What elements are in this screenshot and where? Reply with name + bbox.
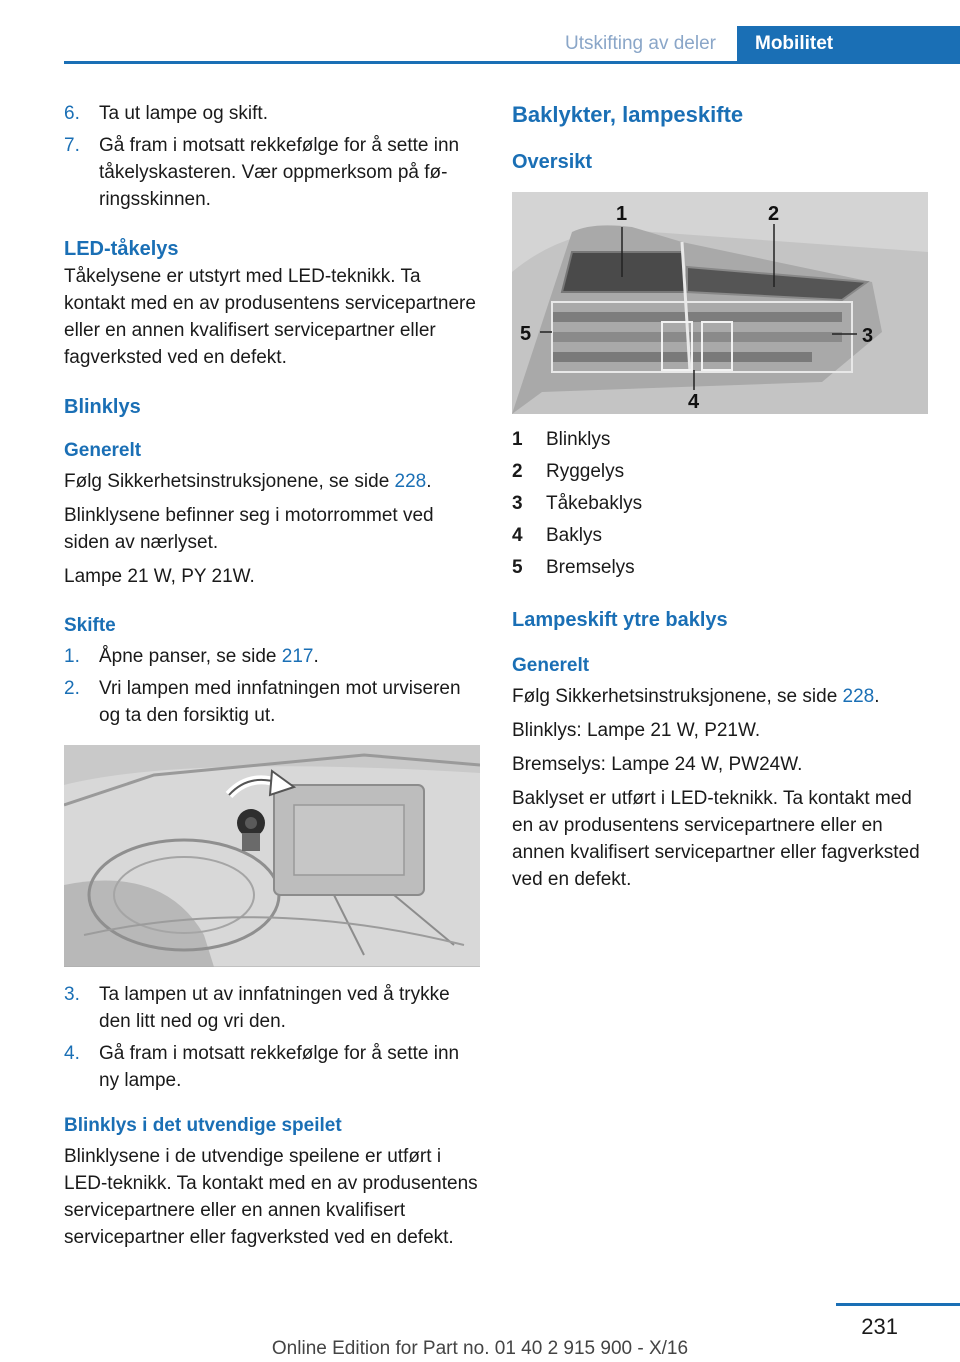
led-paragraph: Tåkelysene er utstyrt med LED-teknikk. Ta kontakt med en av produsentens servicepartnere eller en annen kvalifisert servicepartner eller fagverksted ved en defekt. (64, 266, 476, 368)
safety-text-end: . (874, 686, 880, 707)
safety-text: Følg Sikkerhetsinstruksjonene, se side (512, 686, 843, 707)
step-text-pre: Åpne panser, se side (99, 646, 282, 667)
callout-5: 5 (520, 323, 532, 345)
legend-label: Baklys (546, 525, 602, 546)
bremselys-lamp-paragraph: Bremselys: Lampe 24 W, PW24W. (512, 754, 803, 775)
step-number: 3. (64, 984, 80, 1005)
callout-4: 4 (688, 391, 700, 413)
step-number: 4. (64, 1043, 80, 1064)
safety-paragraph (512, 683, 928, 710)
page-number: 231 (861, 1314, 898, 1339)
step-text: Vri lampen med innfatningen mot urviseren og ta den forsiktig ut. (99, 678, 461, 726)
step-text: Ta lampen ut av innfatningen ved å trykke den litt ned og vri den. (99, 984, 450, 1032)
heading-blinklys: Blinklys (64, 396, 141, 418)
heading-speil-blinklys: Blinklys i det utvendige speilet (64, 1115, 342, 1136)
footer-rule (836, 1303, 960, 1306)
legend-label: Tåkebaklys (546, 493, 643, 514)
header-chapter-tab: Mobilitet (737, 26, 960, 61)
skifte-step-2 (64, 675, 480, 729)
legend-label: Blinklys (546, 429, 611, 450)
generelt-location-paragraph: Blinklysene befinner seg i motorrommet ved siden av nærlyset. (64, 505, 434, 553)
step-text: Gå fram i motsatt rekkefølge for å sette inn ny lampe. (99, 1043, 460, 1091)
skifte-step-3 (64, 981, 480, 1035)
heading-generelt: Generelt (64, 440, 142, 461)
step-number: 2. (64, 678, 80, 699)
step-text: Gå fram i motsatt rekkefølge for å sette inn tåkelyskasteren. Vær oppmerksom på føringsskinnen. (99, 135, 460, 210)
page-link-228[interactable]: 228 (394, 471, 427, 492)
callout-3: 3 (862, 325, 874, 347)
callout-2: 2 (768, 203, 780, 225)
legend-number: 1 (512, 429, 523, 450)
generelt-lamp-paragraph: Lampe 21 W, PY 21W. (64, 566, 255, 587)
heading-lampeskift-ytre-baklys: Lampeskift ytre baklys (512, 609, 728, 631)
legend-label: Bremselys (546, 557, 635, 578)
page-link-217[interactable]: 217 (281, 646, 314, 667)
step-number: 1. (64, 646, 80, 667)
legend-number: 4 (512, 525, 523, 546)
right-column (512, 100, 928, 900)
engine-bay-illustration (64, 745, 480, 967)
heading-skifte: Skifte (64, 615, 116, 636)
heading-generelt: Generelt (512, 655, 590, 676)
legend-item (512, 426, 928, 453)
step-text: Ta ut lampe og skift. (99, 103, 268, 124)
step-text (99, 643, 480, 670)
step-number: 7. (64, 135, 80, 156)
skifte-step-1 (64, 643, 480, 670)
heading-oversikt: Oversikt (512, 151, 593, 173)
blinklys-lamp-paragraph: Blinklys: Lampe 21 W, P21W. (512, 720, 761, 741)
heading-baklykter: Baklykter, lampeskifte (512, 102, 744, 127)
legend-item (512, 554, 928, 581)
step-text-post: . (313, 646, 319, 667)
header-section-title: Utskifting av deler (564, 33, 716, 54)
legend-item (512, 490, 928, 517)
page-link-228[interactable]: 228 (842, 686, 875, 707)
speil-paragraph: Blinklysene i de utvendige speilene er utført i LED-teknikk. Ta kontakt med en av produsentens servicepartnere eller en annen kvalifisert servicepartner eller fagverksted ved en defekt. (64, 1146, 478, 1248)
legend-number: 5 (512, 557, 523, 578)
legend-item (512, 458, 928, 485)
legend-number: 2 (512, 461, 523, 482)
legend-number: 3 (512, 493, 523, 514)
step-7 (64, 132, 480, 213)
safety-text-end: . (426, 471, 432, 492)
callout-1: 1 (616, 203, 628, 225)
skifte-step-4 (64, 1040, 480, 1094)
callout-legend (512, 426, 928, 581)
header-rule (64, 61, 960, 64)
generelt-safety-paragraph (64, 468, 480, 495)
heading-led-taakelys: LED-tåkelys (64, 238, 179, 260)
baklys-led-paragraph: Baklyset er utført i LED-teknikk. Ta kontakt med en av produsentens servicepartnere eller en annen kvalifisert servicepartner eller fagverksted ved en defekt. (512, 788, 920, 890)
legend-item (512, 522, 928, 549)
safety-text: Følg Sikkerhetsinstruksjonene, se side (64, 471, 395, 492)
footer-edition: Online Edition for Part no. 01 40 2 915 900 - X/16 (271, 1338, 689, 1359)
rear-light-illustration (512, 192, 928, 414)
step-number: 6. (64, 103, 80, 124)
legend-label: Ryggelys (546, 461, 625, 482)
left-column (64, 100, 480, 1258)
step-6 (64, 100, 480, 127)
